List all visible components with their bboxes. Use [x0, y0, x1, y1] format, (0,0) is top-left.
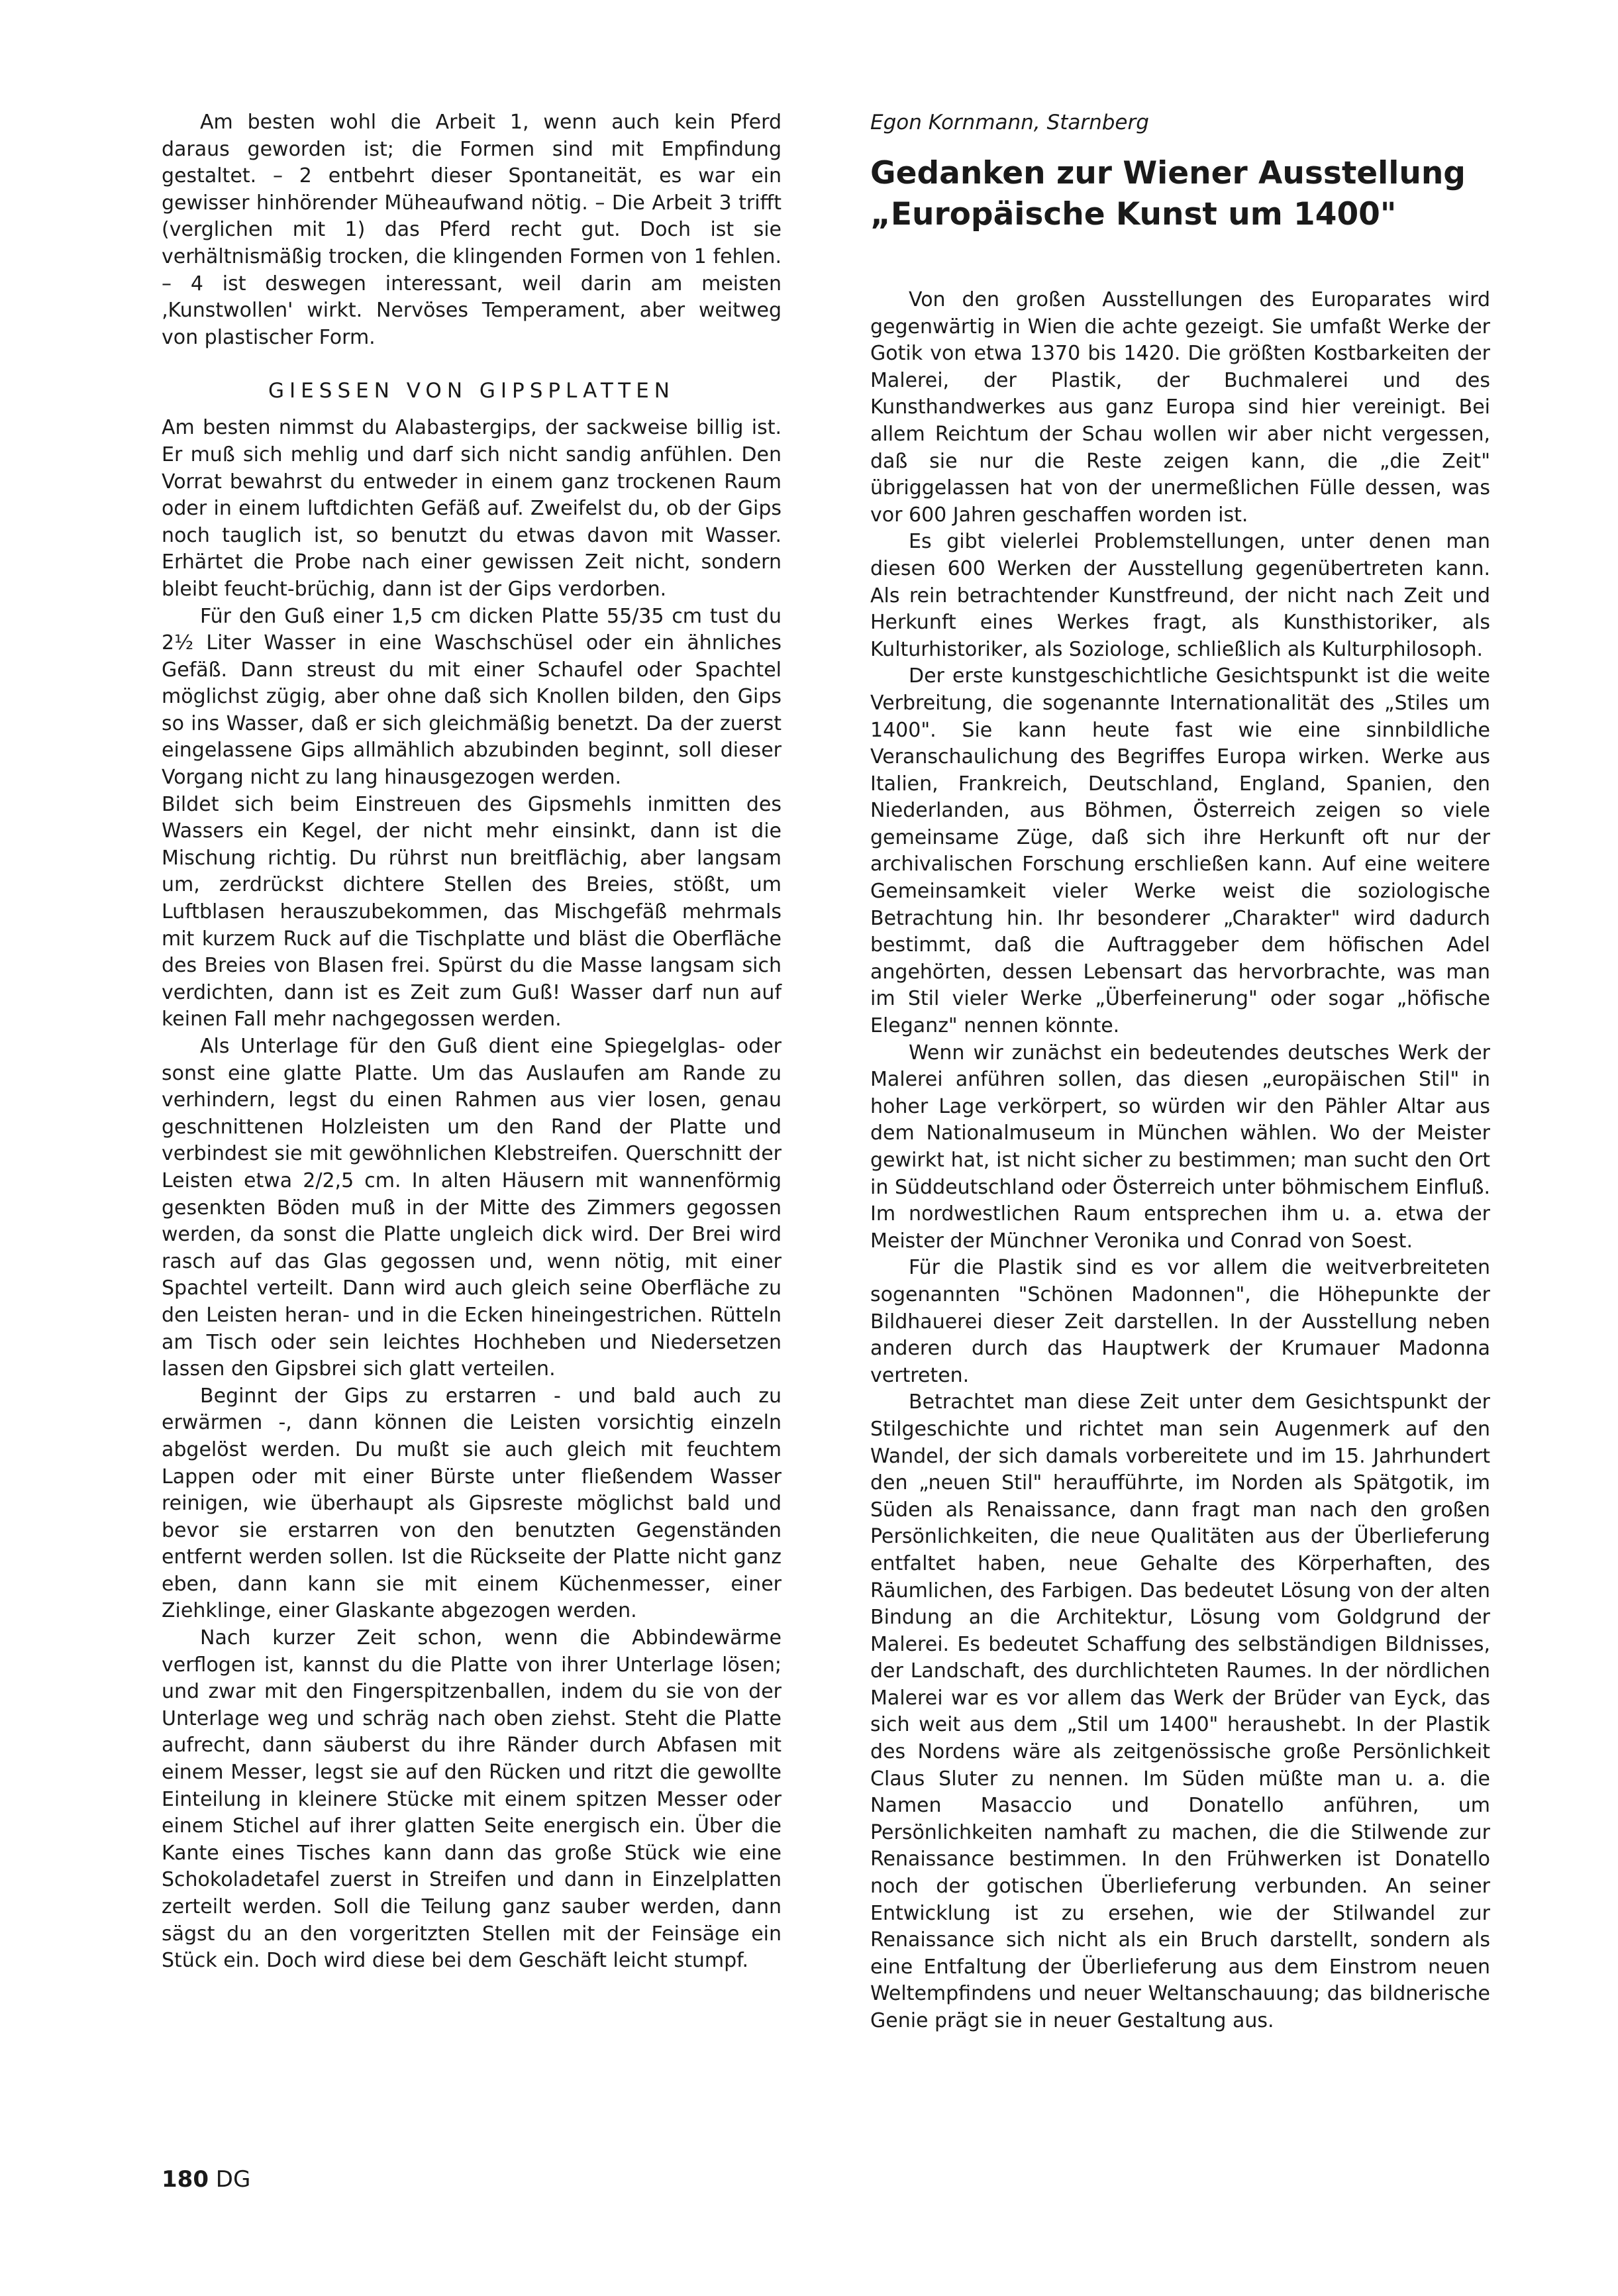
paragraph-4: Als Unterlage für den Guß dient eine Spiegelglas- oder sonst eine glatte Platte. Um das Auslaufen am Rande zu verhindern, legst du einen Rahmen aus vier losen, genau geschnittenen Holzleisten um den Rand der Platte und verbindest sie mit gewöhnlichen Klebstreifen. Querschnitt der Leisten etwa 2/2,5 cm. In alten Häusern mit wannenförmig gesenkten Böden muß in der Mitte des Zimmers gegossen werden, da sonst die Platte ungleich dick wird. Der Brei wird rasch auf das Glas gegossen und, wenn nötig, mit einer Spachtel verteilt. Dann wird auch gleich seine Oberfläche zu den Leisten heran- und in die Ecken hineingestrichen. Rütteln am Tisch oder sein leichtes Hochheben und Niedersetzen lassen den Gipsbrei sich glatt verteilen.	[162, 1035, 782, 1381]
article-paragraph-6: Betrachtet man diese Zeit unter dem Gesichtspunkt der Stilgeschichte und richtet man sein Augenmerk auf den Wandel, der sich damals vorbereitete und im 15. Jahrhundert den „neuen Stil" heraufführte, im Norden als Spätgotik, im Süden als Renaissance, dann fragt man nach den großen Persönlichkeiten, die neue Qualitäten aus der Überlieferung entfaltet haben, neue Gehalte des Körperhaften, des Räumlichen, des Farbigen. Das bedeutet Lösung von der alten Bindung an die Architektur, Lösung vom Goldgrund der Malerei. Es bedeutet Schaffung des selbständigen Bildnisses, der Landschaft, des durchlichteten Raumes. In der nördlichen Malerei war es vor allem das Werk der Brüder van Eyck, das sich weit aus dem „Stil um 1400" heraushebt. In der Plastik des Nordens wäre als zeitgenössische große Persönlichkeit Claus Sluter zu nennen. Im Süden müßte man u. a. die Namen Masaccio und Donatello anführen, um Persönlichkeiten namhaft zu machen, die die Stilwende zur Renaissance bestimmen. In den Frühwerken ist Donatello noch der gotischen Überlieferung verbunden. An seiner Entwicklung ist zu ersehen, wie der Stilwandel zur Renaissance sich nicht als ein Bruch darstellt, sondern als eine Entfaltung der Überlieferung aus dem Einstrom neuen Weltempfindens und neuer Weltanschauung; das bildnerische Genie prägt sie in neuer Gestaltung aus.	[870, 1390, 1490, 2032]
paragraph-3: Bildet sich beim Einstreuen des Gipsmehls inmitten des Wassers ein Kegel, der nicht mehr einsinkt, dann ist die Mischung richtig. Du rührst nun breitflächig, aber langsam um, zerdrückst dichtere Stellen des Breies, stößt, um Luftblasen herauszubekommen, das Mischgefäß mehrmals mit kurzem Ruck auf die Tischplatte und bläst die Oberfläche des Breies von Blasen frei. Spürst du die Masse langsam sich verdichten, dann ist es Zeit zum Guß! Wasser darf nun auf keinen Fall mehr nachgegossen werden.	[162, 792, 782, 1031]
article-paragraph-3: Der erste kunstgeschichtliche Gesichtspunkt ist die weite Verbreitung, die sogenannte Internationalität des „Stiles um 1400". Sie kann heute fast wie eine sinnbildliche Veranschaulichung des Begriffes Europa wirken. Werke aus Italien, Frankreich, Deutschland, England, Spanien, den Niederlanden, aus Böhmen, Österreich zeigen so viele gemeinsame Züge, daß sich ihre Herkunft oft nur der archivalischen Forschung erschließen kann. Auf eine weitere Gemeinsamkeit vieler Werke weist die soziologische Betrachtung hin. Ihr besonderer „Charakter" wird dadurch bestimmt, daß die Auftraggeber dem höfischen Adel angehörten, dessen Lebensart das hervorbrachte, was man im Stil vieler Werke „Überfeinerung" oder sogar „höfische Eleganz" nennen könnte.	[870, 664, 1490, 1038]
article-paragraph-1: Von den großen Ausstellungen des Europarates wird gegenwärtig in Wien die achte gezeigt. Sie umfaßt Werke der Gotik von etwa 1370 bis 1420. Die größten Kostbarkeiten der Malerei, der Plastik, der Buchmalerei und des Kunsthandwerkes aus ganz Europa sind hier vereinigt. Bei allem Reichtum der Schau wollen wir aber nicht vergessen, daß sie nur die Reste zeigen kann, die „die Zeit" übriggelassen hat von der unermeßlichen Fülle dessen, was vor 600 Jahren geschaffen worden ist.	[870, 288, 1490, 527]
journal-abbrev: DG	[215, 2166, 251, 2193]
article-paragraph-5: Für die Plastik sind es vor allem die weitverbreiteten sogenannten "Schönen Madonnen", die Höhepunkte der Bildhauerei dieser Zeit darstellen. In der Ausstellung neben anderen durch das Hauptwerk der Krumauer Madonna vertreten.	[870, 1256, 1490, 1387]
intro-paragraph: Am besten wohl die Arbeit 1, wenn auch kein Pferd daraus geworden ist; die Formen sind mit Empfindung gestaltet. – 2 entbehrt dieser Spontaneität, es war ein gewisser hinhörender Müheaufwand nötig. – Die Arbeit 3 trifft (verglichen mit 1) das Pferd recht gut. Doch ist sie verhältnismäßig trocken, die klingenden Formen von 1 fehlen. – 4 ist deswegen interessant, weil darin am meisten ‚Kunstwollen' wirkt. Nervöses Temperament, aber weitweg von plastischer Form.	[162, 111, 782, 349]
article-paragraph-4: Wenn wir zunächst ein bedeutendes deutsches Werk der Malerei anführen sollen, das diesen „europäischen Stil" in hoher Lage verkörpert, so würden wir den Pähler Altar aus dem Nationalmuseum in München wählen. Wo der Meister gewirkt hat, ist nicht sicher zu bestimmen; man sucht den Ort in Süddeutschland oder Österreich unter böhmischem Einfluß. Im nordwestlichen Raum entsprechen ihm u. a. etwa der Meister der Münchner Veronika und Conrad von Soest.	[870, 1041, 1490, 1253]
right-column	[870, 109, 1490, 2035]
paragraph-6: Nach kurzer Zeit schon, wenn die Abbindewärme verflogen ist, kannst du die Platte von ihrer Unterlage lösen; und zwar mit den Fingerspitzenballen, indem du sie von der Unterlage weg und schräg nach oben ziehst. Steht die Platte aufrecht, dann säuberst du ihre Ränder durch Abfasen mit einem Messer, legst sie auf den Rücken und ritzt die gewollte Einteilung in kleinere Stücke mit einem spitzen Messer oder einem Stichel auf ihrer glatten Seite energisch ein. Über die Kante eines Tisches kann dann das große Stück wie eine Schokoladetafel zuerst in Streifen und dann in Einzelplatten zerteilt werden. Soll die Teilung ganz sauber werden, dann sägst du an den vorgeritzten Stellen mit der Feinsäge ein Stück ein. Doch wird diese bei dem Geschäft leicht stumpf.	[162, 1626, 782, 1973]
article-title-line-1: Gedanken zur Wiener Ausstellung	[870, 155, 1466, 191]
article-title-line-2: „Europäische Kunst um 1400"	[870, 196, 1397, 233]
article-title	[870, 153, 1490, 235]
paragraph-2: Für den Guß einer 1,5 cm dicken Platte 55/35 cm tust du 2½ Liter Wasser in eine Waschschüsel oder ein ähnliches Gefäß. Dann streust du mit einer Schaufel oder Spachtel möglichst zügig, aber ohne daß sich Knollen bilden, den Gips so ins Wasser, daß er sich gleichmäßig benetzt. Da der zuerst eingelassene Gips allmählich abzubinden beginnt, soll dieser Vorgang nicht zu lang hinausgezogen werden.	[162, 604, 782, 790]
left-column	[162, 109, 782, 1975]
section-heading: GIESSEN VON GIPSPLATTEN	[268, 379, 675, 403]
article-paragraph-2: Es gibt vielerlei Problemstellungen, unter denen man diesen 600 Werken der Ausstellung gegenübertreten kann. Als rein betrachtender Kunstfreund, der nicht nach Zeit und Herkunft eines Werkes fragt, als Kunsthistoriker, als Kulturhistoriker, als Soziologe, schließlich als Kulturphilosoph.	[870, 530, 1490, 661]
paragraph-1: Am besten nimmst du Alabastergips, der sackweise billig ist. Er muß sich mehlig und darf sich nicht sandig anfühlen. Den Vorrat bewahrst du entweder in einem ganz trockenen Raum oder in einem luftdichten Gefäß auf. Zweifelst du, ob der Gips noch tauglich ist, so benutzt du etwas davon mit Wasser. Erhärtet die Probe nach einer gewissen Zeit nicht, sondern bleibt feucht-brüchig, dann ist der Gips verdorben.	[162, 416, 782, 601]
page-number: 180	[162, 2166, 209, 2193]
article-author: Egon Kornmann, Starnberg	[870, 111, 1149, 134]
page-footer	[162, 2166, 250, 2193]
paragraph-5: Beginnt der Gips zu erstarren - und bald auch zu erwärmen -, dann können die Leisten vorsichtig einzeln abgelöst werden. Du mußt sie auch gleich mit feuchtem Lappen oder mit einer Bürste unter fließendem Wasser reinigen, wie überhaupt als Gipsreste möglichst bald und bevor sie erstarren von den benutzten Gegenständen entfernt werden sollen. Ist die Rückseite der Platte nicht ganz eben, dann kann sie mit einem Küchenmesser, einer Ziehklinge, einer Glaskante abgezogen werden.	[162, 1384, 782, 1623]
